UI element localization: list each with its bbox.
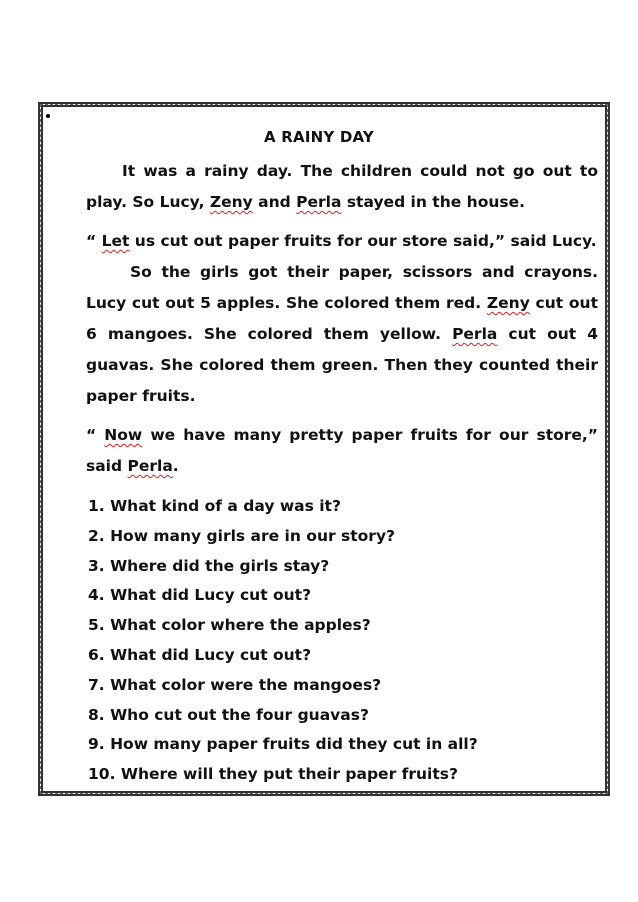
question-item: 8. Who cut out the four guavas? — [88, 705, 369, 724]
story-line: It was a rainy day. The children could not go out to — [122, 162, 598, 180]
spellcheck-word: Perla — [452, 325, 498, 343]
story-paragraph-1 — [86, 156, 598, 218]
question-item: 3. Where did the girls stay? — [88, 556, 330, 575]
question-item: 5. What color where the apples? — [88, 616, 371, 635]
spellcheck-word: Zeny — [209, 193, 253, 211]
spellcheck-word: Zeny — [486, 294, 530, 312]
question-item: 7. What color were the mangoes? — [88, 675, 382, 694]
spellcheck-word: Now — [104, 426, 143, 444]
spellcheck-word: Perla — [127, 457, 173, 475]
story-line: play. So Lucy, Zeny and Perla stayed in the house. — [86, 193, 526, 211]
story-line: said Perla. — [86, 457, 179, 475]
spellcheck-word: Perla — [296, 193, 342, 211]
story-line: 6 mangoes. She colored them yellow. Perla cut out 4 — [86, 325, 599, 343]
story-text — [86, 156, 598, 482]
story-paragraph-3 — [86, 420, 598, 482]
worksheet-title: A RAINY DAY — [264, 128, 374, 146]
story-line: paper fruits. — [86, 387, 196, 405]
question-item: 2. How many girls are in our story? — [88, 526, 396, 545]
question-item: 10. Where will they put their paper fruits? — [88, 765, 458, 784]
question-item: 1. What kind of a day was it? — [88, 497, 341, 515]
question-list — [88, 492, 588, 790]
story-line: “ Let us cut out paper fruits for our store said,” said Lucy. — [86, 232, 597, 250]
story-line: guavas. She colored them green. Then they counted their — [86, 356, 598, 374]
spellcheck-word: Let — [101, 232, 130, 250]
question-item: 6. What did Lucy cut out? — [88, 645, 312, 664]
story-line: “ Now we have many pretty paper fruits for our store,” — [86, 426, 598, 444]
bullet-dot — [46, 114, 50, 118]
story-line: Lucy cut out 5 apples. She colored them red. Zeny cut out — [86, 294, 598, 312]
question-item: 9. How many paper fruits did they cut in all? — [88, 735, 478, 754]
question-item: 4. What did Lucy cut out? — [88, 586, 312, 605]
story-paragraph-2 — [86, 226, 598, 412]
story-line: So the girls got their paper, scissors and crayons. — [130, 263, 598, 281]
